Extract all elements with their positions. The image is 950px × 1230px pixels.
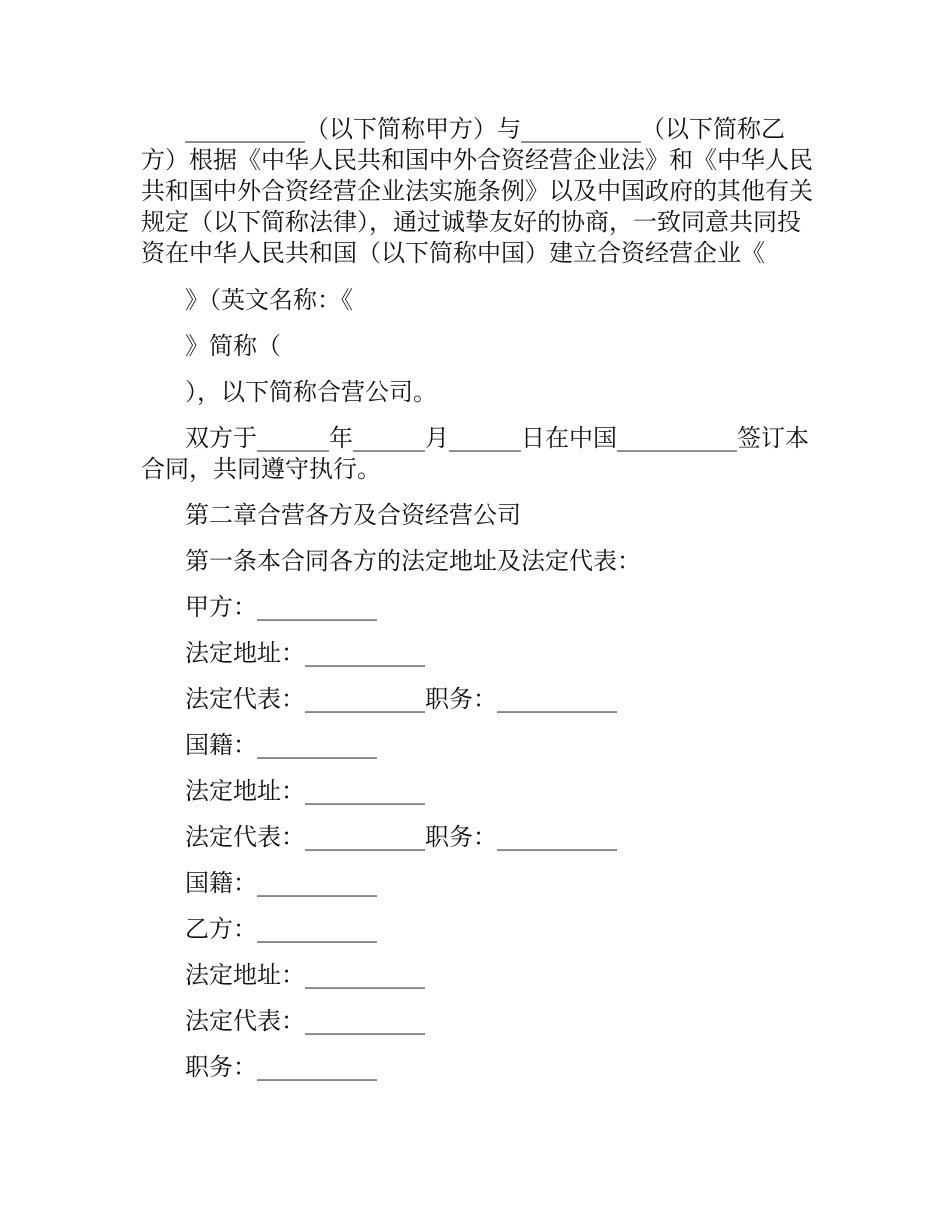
nationality-line: 国籍：__________ [185,731,377,759]
abbreviation-line: 》简称（ [185,332,281,360]
chapter-heading: 第二章合营各方及合资经营公司 [185,501,521,529]
preamble-paragraph: __________（以下简称甲方）与__________（以下简称乙方）根据《中华人民共和国中外合资经营企业法》和《中华人民共和国中外合资经营企业法实施条例》以及中国政府的其他有关规定（以下简称法律），通过诚挚友好的协商，一致同意共同投资在中华人民共和国（以下简称中国）建立合资经营企业《 [141,115,813,267]
legal-representative-line: 法定代表：__________职务：__________ [185,823,617,851]
signing-date-paragraph: 双方于______年______月______日在中国__________签订本合同，共同遵守执行。 [141,424,809,483]
joint-venture-definition-line: ），以下简称合营公司。 [185,378,437,406]
position-line: 职务：__________ [185,1053,377,1081]
legal-representative-line: 法定代表：__________ [185,1007,425,1035]
party-b-line: 乙方：__________ [185,915,377,943]
legal-representative-line: 法定代表：__________职务：__________ [185,685,617,713]
legal-address-line: 法定地址：__________ [185,777,425,805]
english-name-line: 》（英文名称：《 [185,286,353,314]
legal-address-line: 法定地址：__________ [185,961,425,989]
legal-address-line: 法定地址：__________ [185,639,425,667]
party-a-line: 甲方：__________ [185,593,377,621]
article-heading: 第一条本合同各方的法定地址及法定代表： [185,547,641,575]
contract-body [141,114,813,1098]
nationality-line: 国籍：__________ [185,869,377,897]
